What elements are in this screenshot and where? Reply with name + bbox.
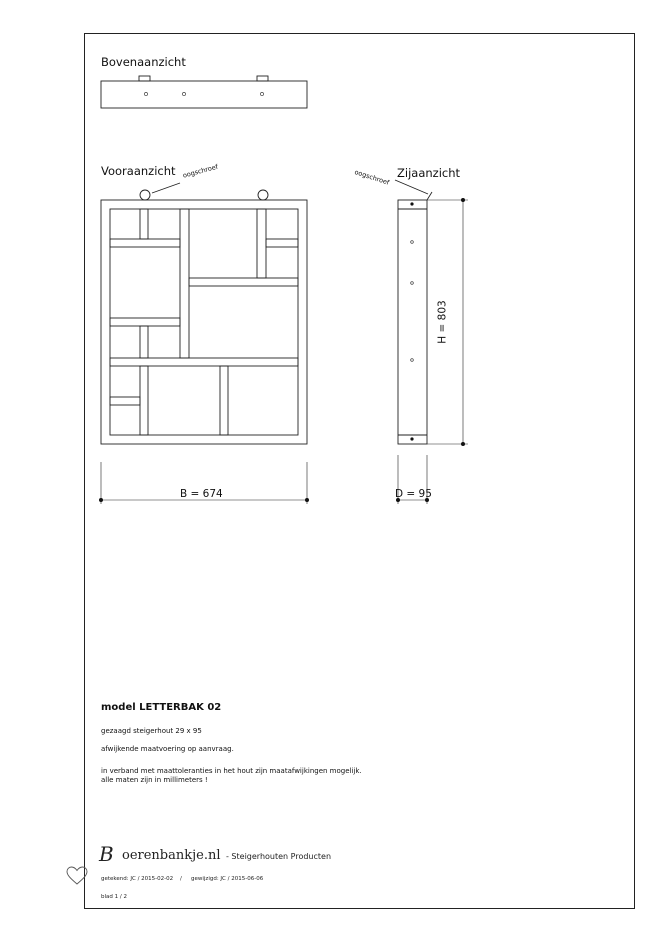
board-bottom-left-shelf xyxy=(110,397,140,405)
side-view-outline xyxy=(398,200,427,444)
side-view-hole-2 xyxy=(411,282,414,285)
board-mid-left-divider xyxy=(140,326,148,358)
board-top-left-shelf xyxy=(110,239,180,247)
top-view-eye-screw-left xyxy=(139,76,150,81)
side-view-hole-3 xyxy=(411,359,414,362)
board-top-right-vertical xyxy=(257,209,266,278)
side-view xyxy=(395,180,432,444)
top-view-hole-2 xyxy=(182,92,185,95)
brand-logo: B xyxy=(99,842,114,866)
front-view xyxy=(101,183,307,444)
top-view-label: Bovenaanzicht xyxy=(101,55,186,69)
height-dimension-label: H = 803 xyxy=(436,300,449,344)
side-view-bottom-dot xyxy=(410,437,413,440)
front-view-inner-frame xyxy=(110,209,298,435)
model-title: model LETTERBAK 02 xyxy=(101,702,222,713)
sheet-number: blad 1 / 2 xyxy=(101,894,127,900)
board-bottom-left-divider xyxy=(140,366,148,435)
width-endpoint-right xyxy=(305,498,309,502)
side-view-top-dot xyxy=(410,202,413,205)
board-bottom-right-divider xyxy=(220,366,228,435)
board-mid-left-shelf xyxy=(110,318,180,326)
width-dimension-label: B = 674 xyxy=(180,488,223,500)
material-text: gezaagd steigerhout 29 x 95 xyxy=(101,727,202,735)
board-top-right-shelf xyxy=(266,239,298,247)
brand-name: oerenbankje.nl xyxy=(122,848,221,863)
width-endpoint-left xyxy=(99,498,103,502)
drawn-by-text: getekend: JC / 2015-02-02 xyxy=(101,876,174,882)
modified-by-text: gewijzigd: JC / 2015-06-06 xyxy=(191,876,264,882)
custom-size-text: afwijkende maatvoering op aanvraag. xyxy=(101,745,234,753)
top-view-outline xyxy=(101,81,307,108)
front-view-eye-screw-left xyxy=(140,190,150,200)
side-view-hole-1 xyxy=(411,241,414,244)
side-view-leader-line xyxy=(395,180,428,194)
height-endpoint-top xyxy=(461,198,465,202)
top-view-hole-1 xyxy=(144,92,147,95)
top-view-eye-screw-right xyxy=(257,76,268,81)
board-center-vertical xyxy=(180,209,189,358)
dimension-lines xyxy=(101,200,468,504)
footer-separator: / xyxy=(180,876,182,882)
eye-screw-front-annotation: oogschroef xyxy=(182,162,219,180)
board-right-shelf xyxy=(189,278,298,286)
eye-screw-leader-line xyxy=(152,183,180,193)
eye-screw-side-annotation: oogschroef xyxy=(353,168,391,187)
depth-dimension-label: D = 95 xyxy=(395,488,432,500)
top-view-hole-3 xyxy=(260,92,263,95)
tolerance-text: in verband met maattoleranties in het hout zijn maatafwijkingen mogelijk. xyxy=(101,767,362,775)
brand-subtitle: - Steigerhouten Producten xyxy=(226,852,332,861)
board-full-width-shelf xyxy=(110,358,298,366)
front-view-label: Vooraanzicht xyxy=(101,164,176,178)
side-view-label: Zijaanzicht xyxy=(397,166,461,180)
heart-icon xyxy=(66,866,88,886)
height-endpoint-bottom xyxy=(461,442,465,446)
side-view-eye-screw xyxy=(427,192,432,200)
board-top-left-divider xyxy=(140,209,148,239)
top-view xyxy=(101,76,307,108)
front-view-outer-frame xyxy=(101,200,307,444)
front-view-eye-screw-right xyxy=(258,190,268,200)
units-text: alle maten zijn in millimeters ! xyxy=(101,776,208,784)
